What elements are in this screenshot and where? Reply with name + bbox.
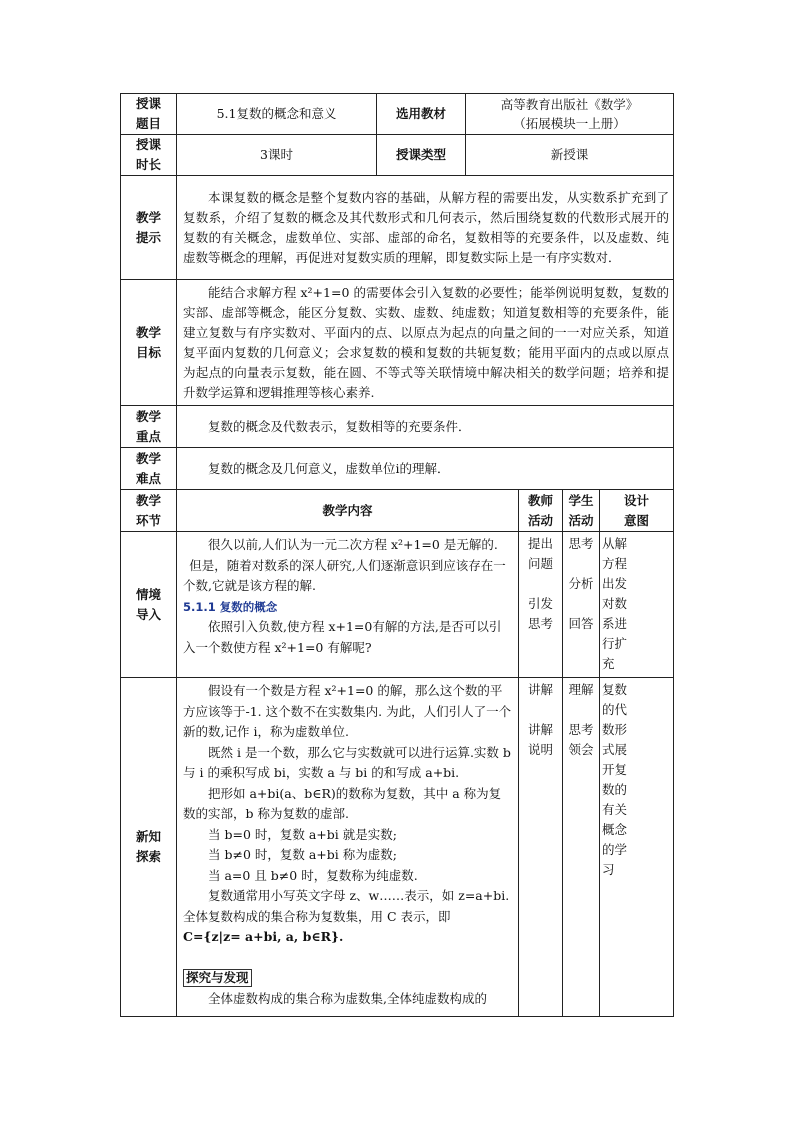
difficult-row	[121, 448, 674, 490]
lesson-type-label: 授课类型	[377, 135, 466, 176]
hint-row	[121, 176, 674, 280]
stage-intro-row	[121, 532, 674, 678]
lesson-plan-table	[120, 93, 674, 1017]
textbook-label: 选用教材	[377, 94, 466, 135]
header-teacher: 教师 活动	[519, 490, 563, 532]
key-row	[121, 406, 674, 448]
hint-text: 本课复数的概念是整个复数内容的基础，从解方程的需要出发，从实数系扩充到了复数系，介绍了复数的概念及其代数形式和几何表示，然后围绕复数的代数形式展开的复数的有关概念，虚数单位、实部、虚部的命名，复数相等的充要条件，以及虚数、纯虚数等概念的理解，再促进对复数实质的理解，即复数实际上是一有序实数对．	[177, 176, 674, 280]
stage-intro-student: 思考 分析 回答	[563, 532, 600, 678]
stage-explore-student: 理解 思考 领会	[563, 678, 600, 1017]
hint-label: 教学 提示	[121, 176, 177, 280]
stage-intro-teacher: 提出 问题 引发 思考	[519, 532, 563, 678]
stage-explore-teacher: 讲解 讲解 说明	[519, 678, 563, 1017]
goal-text: 能结合求解方程 x²+1=0 的需要体会引入复数的必要性；能举例说明复数，复数的实部、虚部等概念，能区分复数、实数、虚数、纯虚数；知道复数相等的充要条件，能建立复数与有序实数对、平面内的点、以原点为起点的向量之间的一一对应关系，知道复平面内复数的几何意义；会求复数的模和复数的共轭复数；能用平面内的点或以原点为起点的向量表示复数，能在圆、不等式等关联情境中解决相关的数学问题；培养和提升数学运算和逻辑推理等核心素养.	[177, 280, 674, 406]
stage-intro-content: 很久以前,人们认为一元二次方程 x²+1=0 是无解的. 但是，随着对数系的深人研究,人们逐渐意识到应该存在一个数,它就是该方程的解. 5.1.1 复数的概念 依照引入负数,使方程 x+1=0有解的方法,是否可以引入一个数使方程 x²+1=0 有解呢?	[177, 532, 519, 678]
key-label: 教学 重点	[121, 406, 177, 448]
duration-label: 授课 时长	[121, 135, 177, 176]
topic-label: 授课 题目	[121, 94, 177, 135]
stage-explore-design: 复数 的代 数形 式展 开复 数的 有关 概念 的学 习	[600, 678, 674, 1017]
header-design: 设计 意图	[600, 490, 674, 532]
lesson-type-value: 新授课	[466, 135, 674, 176]
key-text: 复数的概念及代数表示，复数相等的充要条件．	[177, 406, 674, 448]
header-stage: 教学 环节	[121, 490, 177, 532]
stage-intro-label: 情境 导入	[121, 532, 177, 678]
goal-label: 教学 目标	[121, 280, 177, 406]
stage-explore-label: 新知 探索	[121, 678, 177, 1017]
explore-discover-box: 探究与发现	[183, 969, 252, 987]
section-heading: 5.1.1 复数的概念	[183, 599, 278, 614]
topic-row	[121, 94, 674, 135]
duration-value: 3课时	[177, 135, 377, 176]
stage-intro-design: 从解 方程 出发 对数 系进 行扩 充	[600, 532, 674, 678]
textbook-value: 高等教育出版社《数学》 （拓展模块一上册）	[466, 94, 674, 135]
goal-row	[121, 280, 674, 406]
topic-value: 5.1复数的概念和意义	[177, 94, 377, 135]
header-student: 学生 活动	[563, 490, 600, 532]
difficult-text: 复数的概念及几何意义，虚数单位i的理解．	[177, 448, 674, 490]
teaching-header-row	[121, 490, 674, 532]
stage-explore-row	[121, 678, 674, 1017]
duration-row	[121, 135, 674, 176]
difficult-label: 教学 难点	[121, 448, 177, 490]
header-content: 教学内容	[177, 490, 519, 532]
stage-explore-content: 假设有一个数是方程 x²+1=0 的解，那么这个数的平方应该等于-1. 这个数不在实数集内. 为此，人们引人了一个新的数,记作 i，称为虚数单位. 既然 i 是一个数，那么它与实数就可以进行运算.实数 b 与 i 的乘积写成 bi，实数 a 与 bi 的和写成 a+bi. 把形如 a+bi(a、b∈R)的数称为复数，其中 a 称为复数的实部，b 称为复数的虚部. 当 b=0 时，复数 a+bi 就是实数; 当 b≠0 时，复数 a+bi 称为虚数; 当 a=0 且 b≠0 时，复数称为纯虚数. 复数通常用小写英文字母 z、w……表示，如 z=a+bi.全体复数构成的集合称为复数集，用 C 表示，即 C={z|z= a+bi, a, b∈R}. 探究与发现 全体虚数构成的集合称为虚数集,全体纯虚数构成的	[177, 678, 519, 1017]
